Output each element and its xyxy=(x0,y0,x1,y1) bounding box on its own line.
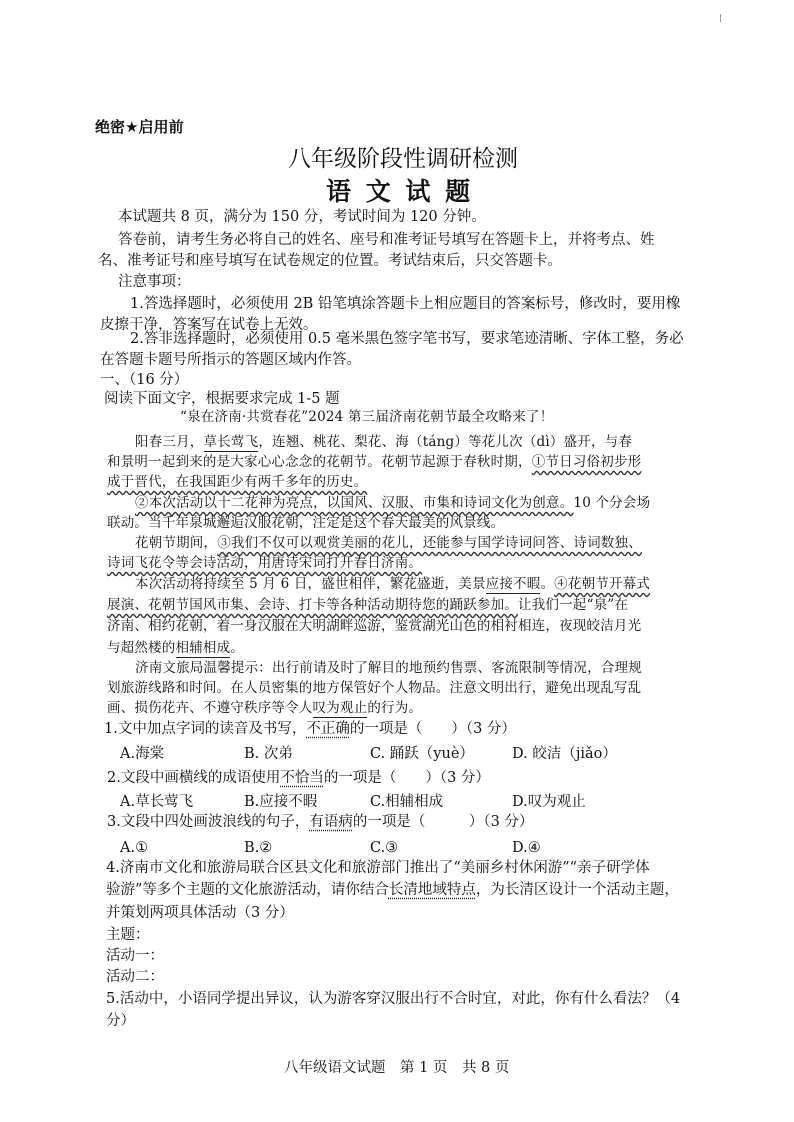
q2-option-c: C.相辅相成 xyxy=(370,794,444,810)
question-4-stem: 验游”等多个主题的文化旅游活动，请你结合长清地域特点，为长清区设计一个活动主题， xyxy=(106,882,679,898)
passage-line: 画、损伤花卉、不遵守秩序等令人叹为观止的行为。 xyxy=(107,700,423,716)
note-line: 皮擦干净，答案写在试卷上无效。 xyxy=(100,317,318,333)
idiom-underline: 相辅相成 xyxy=(175,640,231,656)
question-4-stem: 4.济南市文化和旅游局联合区县文化和旅游部门推出了“美丽乡村休闲游”“亲子研学体 xyxy=(106,860,650,876)
q3-option-a: A.① xyxy=(120,840,149,856)
q1-option-a: A.海棠 xyxy=(120,746,165,762)
wavy-sentence-4: 展演、花朝节国风市集、会诗、打卡等各种活动期待您的踊跃参加。 xyxy=(107,597,518,613)
question-2-stem: 2.文段中画横线的成语使用不恰当的一项是（ ）（3 分） xyxy=(107,770,490,786)
page-footer: 八年级语文试题 第 1 页 共 8 页 xyxy=(284,1060,510,1076)
exam-title: 八年级阶段性调研检测 xyxy=(288,146,518,172)
q1-option-d: D. 皎洁（jiǎo） xyxy=(512,746,617,762)
notes-title: 注意事项： xyxy=(118,274,191,290)
q1-option-c: C. 踊跃（yuè） xyxy=(370,746,474,762)
passage-line xyxy=(107,472,367,492)
wavy-sentence-1: 成于晋代，在我国距少有两千多年的历史。 xyxy=(107,474,368,490)
q3-option-c: C.③ xyxy=(370,840,399,856)
q2-option-a: A.草长莺飞 xyxy=(120,794,194,810)
passage-line: 联动。当千年泉城邂逅汉服花朝，注定是这个春天最美的风景线。 xyxy=(107,515,505,531)
wavy-sentence-2: ②本次活动以十二花神为亮点，以国风、汉服、市集和诗词文化为创意。 xyxy=(135,495,574,511)
q3-option-b: B.② xyxy=(244,840,273,856)
scan-mark xyxy=(720,14,721,22)
wavy-sentence-1: ①节日习俗初步形 xyxy=(531,454,642,470)
question-3-stem: 3.文段中四处画波浪线的句子，有语病的一项是（ ）（3 分） xyxy=(107,814,534,830)
idiom-underline: 叹为观止 xyxy=(312,700,368,716)
passage-line: 和景明一起到来的是大家心心念念的花朝节。花朝节起源于春秋时期，①节日习俗初步形 xyxy=(107,454,642,470)
answer-label-activity-2: 活动二： xyxy=(106,969,164,985)
subject-title: 语 文 试 题 xyxy=(326,177,474,206)
intro-line: 答卷前，请考生务必将自己的姓名、座号和准考证号填写在答题卡上，并将考点、姓 xyxy=(118,232,655,248)
question-1-stem: 1.文中加点字词的读音及书写，不正确的一项是（ ）（3 分） xyxy=(104,721,516,737)
passage-line: 划旅游线路和时间。在人员密集的地方保管好个人物品。注意文明出行，避免出现乱写乱 xyxy=(107,680,642,696)
passage-line: 与超然楼的相辅相成。 xyxy=(107,640,245,656)
note-line: 2.答非选择题时，必须使用 0.5 毫米黑色签字笔书写，要求笔迹清晰、字体工整，务必 xyxy=(130,331,684,347)
wavy-sentence-3: ③我们不仅可以观赏美丽的花儿，还能参与国学诗词问答、诗词数独、 xyxy=(217,535,642,551)
wavy-sentence-4: ④花朝节开幕式 xyxy=(554,576,651,592)
question-5-stem: 分） xyxy=(106,1013,135,1029)
q2-option-b: B.应接不暇 xyxy=(244,794,318,810)
idiom-underline: 应接不暇 xyxy=(485,576,541,592)
answer-label-activity-1: 活动一： xyxy=(106,948,164,964)
section-heading: 一、（16 分） xyxy=(100,372,189,388)
idiom-underline: 草长莺飞 xyxy=(203,434,259,450)
question-4-stem: 并策划两项具体活动（3 分） xyxy=(106,905,294,921)
intro-line: 名、准考证号和座号填写在试卷规定的位置。考试结束后，只交答题卡。 xyxy=(98,253,562,269)
passage-line: 本次活动将持续至 5 月 6 日，盛世相伴，繁花盛逝，美景应接不暇。④花朝节开幕式 xyxy=(135,576,651,592)
answer-label-theme: 主题： xyxy=(106,927,150,943)
intro-line: 本试题共 8 页，满分为 150 分，考试时间为 120 分钟。 xyxy=(118,209,486,225)
q3-option-d: D.④ xyxy=(512,840,541,856)
q1-option-b: B. 次弟 xyxy=(244,746,293,762)
section-instruction: 阅读下面文字，根据要求完成 1-5 题 xyxy=(104,391,340,407)
passage-line: 花朝节期间，③我们不仅可以观赏美丽的花儿，还能参与国学诗词问答、诗词数独、 xyxy=(135,535,642,551)
wavy-sentence-3: 诗词飞花令等会诗活动，用唐诗宋词打开春日济南。 xyxy=(107,555,423,571)
passage-line: 济南、相约花朝，着一身汉服在大明湖畔巡游，鉴赏湖光山色的相衬相连，夜现皎洁月光 xyxy=(107,618,642,634)
passage-line: ②本次活动以十二花神为亮点，以国风、汉服、市集和诗词文化为创意。10 个分会场 xyxy=(135,495,651,511)
passage-line: 阳春三月，草长莺飞，连翘、桃花、梨花、海（táng）等花儿次（dì）盛开，与春 xyxy=(135,434,633,450)
note-line: 1.答选择题时，必须使用 2B 铅笔填涂答题卡上相应题目的答案标号，修改时，要用橡 xyxy=(130,296,681,312)
confidential-label: 绝密★启用前 xyxy=(95,118,184,136)
passage-line: 展演、花朝节国风市集、会诗、打卡等各种活动期待您的踊跃参加。让我们一起“泉”在 xyxy=(107,597,629,613)
passage-title: “泉在济南·共赏春花”2024 第三届济南花朝节最全攻略来了！ xyxy=(180,409,554,425)
q2-option-d: D.叹为观止 xyxy=(512,794,586,810)
passage-line xyxy=(107,553,422,573)
question-5-stem: 5.活动中，小语同学提出异议，认为游客穿汉服出行不合时宜，对此，你有什么看法？（4 xyxy=(106,991,681,1007)
note-line: 在答题卡题号所指示的答题区域内作答。 xyxy=(100,352,361,368)
passage-line: 济南文旅局温馨提示：出行前请及时了解目的地预约售票、客流限制等情况，合理规 xyxy=(135,660,642,676)
